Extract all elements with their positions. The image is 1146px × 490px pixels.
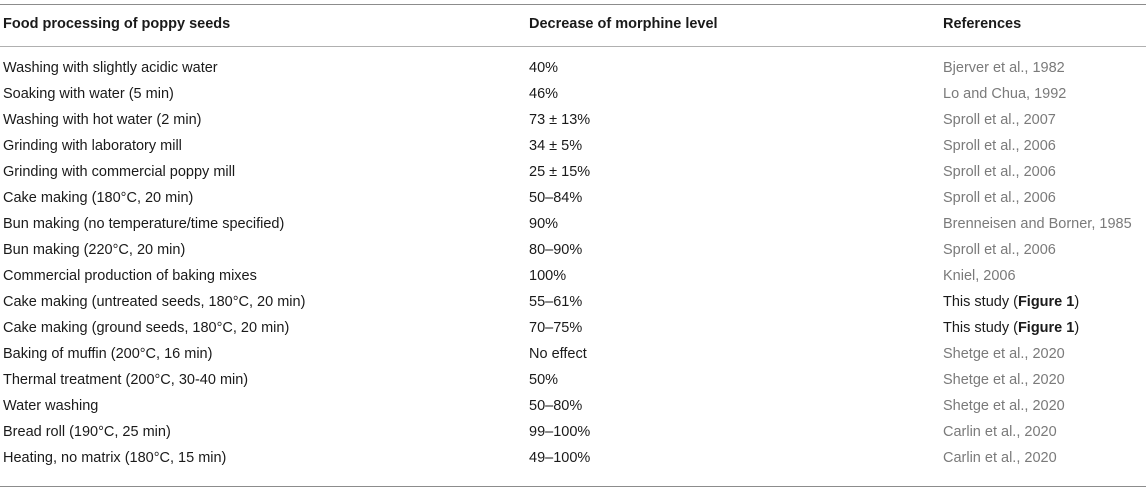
table-row — [0, 367, 1146, 393]
cell-process: Washing with hot water (2 min) — [3, 112, 202, 128]
table-row — [0, 107, 1146, 133]
cell-decrease: 50–80% — [529, 398, 583, 414]
table-row — [0, 419, 1146, 445]
cell-process: Grinding with commercial poppy mill — [3, 164, 236, 180]
cell-decrease: 90% — [529, 216, 559, 232]
table-row — [0, 393, 1146, 419]
table-row — [0, 445, 1146, 471]
table-row — [0, 237, 1146, 263]
ref-suffix: ) — [1074, 320, 1080, 336]
table-row — [0, 315, 1146, 341]
cell-decrease: 100% — [529, 268, 567, 284]
table-row — [0, 81, 1146, 107]
table-row — [0, 133, 1146, 159]
table-row — [0, 341, 1146, 367]
cell-process: Soaking with water (5 min) — [3, 86, 174, 102]
cell-reference-link[interactable]: Shetge et al., 2020 — [943, 398, 1065, 414]
cell-decrease: 46% — [529, 86, 559, 102]
figure-1-link[interactable]: Figure 1 — [1017, 294, 1075, 310]
cell-process: Washing with slightly acidic water — [3, 60, 218, 76]
table-row — [0, 159, 1146, 185]
cell-reference-link[interactable]: Kniel, 2006 — [943, 268, 1016, 284]
table-bottom-rule — [0, 486, 1146, 487]
cell-process: Cake making (ground seeds, 180°C, 20 min) — [3, 320, 290, 336]
cell-reference-link[interactable]: Shetge et al., 2020 — [943, 372, 1065, 388]
cell-reference-link[interactable]: Bjerver et al., 1982 — [943, 60, 1065, 76]
cell-decrease: 34 ± 5% — [529, 138, 583, 154]
cell-decrease: 40% — [529, 60, 559, 76]
table-row — [0, 55, 1146, 81]
cell-decrease: 50% — [529, 372, 559, 388]
cell-decrease: 70–75% — [529, 320, 583, 336]
header-references: References — [943, 16, 1022, 32]
cell-decrease: No effect — [529, 346, 587, 362]
table-header-row — [0, 11, 1146, 37]
cell-reference-link[interactable]: Carlin et al., 2020 — [943, 424, 1057, 440]
cell-process: Cake making (untreated seeds, 180°C, 20 min) — [3, 294, 306, 310]
cell-reference-link[interactable]: Brenneisen and Borner, 1985 — [943, 216, 1132, 232]
cell-process: Water washing — [3, 398, 99, 414]
cell-decrease: 73 ± 13% — [529, 112, 591, 128]
ref-prefix: This study ( — [943, 320, 1018, 336]
cell-process: Bread roll (190°C, 25 min) — [3, 424, 171, 440]
cell-decrease: 55–61% — [529, 294, 583, 310]
cell-reference-link[interactable]: Sproll et al., 2006 — [943, 242, 1056, 258]
cell-decrease: 80–90% — [529, 242, 583, 258]
table-row — [0, 263, 1146, 289]
table-row — [0, 289, 1146, 315]
ref-suffix: ) — [1074, 294, 1080, 310]
header-food-processing: Food processing of poppy seeds — [3, 16, 231, 32]
cell-reference-link[interactable]: Lo and Chua, 1992 — [943, 86, 1067, 102]
table-row — [0, 211, 1146, 237]
cell-reference-link[interactable]: Carlin et al., 2020 — [943, 450, 1057, 466]
cell-reference-this-study — [943, 289, 1079, 315]
cell-process: Cake making (180°C, 20 min) — [3, 190, 194, 206]
cell-decrease: 49–100% — [529, 450, 591, 466]
cell-reference-link[interactable]: Sproll et al., 2006 — [943, 138, 1056, 154]
cell-reference-link[interactable]: Sproll et al., 2007 — [943, 112, 1056, 128]
ref-prefix: This study ( — [943, 294, 1018, 310]
cell-decrease: 99–100% — [529, 424, 591, 440]
cell-process: Bun making (no temperature/time specified) — [3, 216, 285, 232]
table-header-rule — [0, 46, 1146, 47]
table-row — [0, 185, 1146, 211]
figure-1-link[interactable]: Figure 1 — [1017, 320, 1075, 336]
cell-process: Heating, no matrix (180°C, 15 min) — [3, 450, 227, 466]
cell-reference-this-study — [943, 315, 1079, 341]
cell-process: Thermal treatment (200°C, 30-40 min) — [3, 372, 249, 388]
cell-process: Bun making (220°C, 20 min) — [3, 242, 186, 258]
cell-reference-link[interactable]: Shetge et al., 2020 — [943, 346, 1065, 362]
cell-process: Baking of muffin (200°C, 16 min) — [3, 346, 213, 362]
cell-reference-link[interactable]: Sproll et al., 2006 — [943, 190, 1056, 206]
cell-decrease: 25 ± 15% — [529, 164, 591, 180]
cell-decrease: 50–84% — [529, 190, 583, 206]
cell-reference-link[interactable]: Sproll et al., 2006 — [943, 164, 1056, 180]
cell-process: Commercial production of baking mixes — [3, 268, 257, 284]
cell-process: Grinding with laboratory mill — [3, 138, 182, 154]
table-top-rule — [0, 4, 1146, 5]
header-decrease-morphine: Decrease of morphine level — [529, 16, 718, 32]
